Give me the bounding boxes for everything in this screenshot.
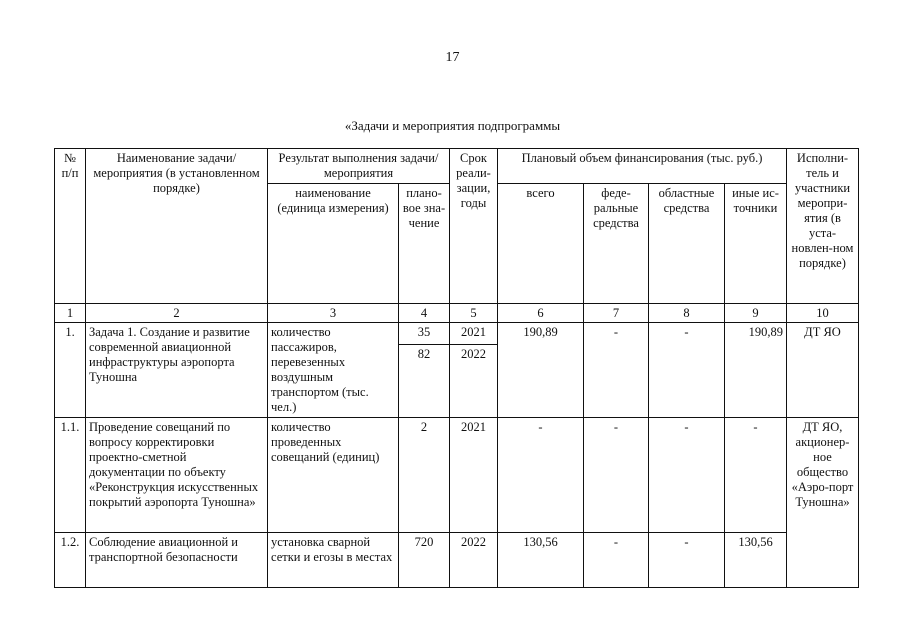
col-number: 7 — [584, 304, 649, 323]
row-year: 2022 — [450, 533, 498, 588]
document-title: «Задачи и мероприятия подпрограммы — [344, 118, 561, 133]
row-federal: - — [584, 533, 649, 588]
row-result-name: количество пассажиров, перевезенных воздушным транспортом (тыс. чел.) — [268, 323, 399, 418]
row-total: - — [498, 418, 584, 533]
row-federal: - — [584, 418, 649, 533]
header-row-1 — [55, 149, 859, 184]
row-num: 1.2. — [55, 533, 86, 588]
row-result-name: количество проведенных совещаний (единиц) — [268, 418, 399, 533]
header-result: Результат выполнения задачи/мероприятия — [268, 149, 450, 184]
header-federal: феде-ральные средства — [584, 184, 649, 304]
row-year: 2021 — [450, 323, 498, 345]
table-row — [55, 533, 859, 588]
col-number: 10 — [787, 304, 859, 323]
header-executor: Исполни-тель и участники меропри-ятия (в уста-новлен-ном порядке) — [787, 149, 859, 304]
header-regional: областные средства — [649, 184, 725, 304]
row-value: 35 — [399, 323, 450, 345]
header-total: всего — [498, 184, 584, 304]
row-value: 82 — [399, 344, 450, 417]
col-number: 4 — [399, 304, 450, 323]
row-executor: ДТ ЯО, акционер-ное общество «Аэро-порт Туношна» — [787, 418, 859, 588]
table-row — [55, 418, 859, 533]
column-numbers-row — [55, 304, 859, 323]
row-name: Соблюдение авиационной и транспортной безопасности — [86, 533, 268, 588]
row-value: 720 — [399, 533, 450, 588]
header-name: Наименование задачи/ мероприятия (в установленном порядке) — [86, 149, 268, 304]
table-row — [55, 323, 859, 345]
row-result-name: установка сварной сетки и егозы в местах — [268, 533, 399, 588]
row-regional: - — [649, 323, 725, 418]
row-year: 2021 — [450, 418, 498, 533]
row-name: Проведение совещаний по вопросу корректировки проектно-сметной документации по объекту «Реконструкция искусственных покрытий аэропорта Туношна» — [86, 418, 268, 533]
row-num: 1.1. — [55, 418, 86, 533]
row-other: 190,89 — [725, 323, 787, 418]
row-regional: - — [649, 418, 725, 533]
row-other: 130,56 — [725, 533, 787, 588]
row-total: 190,89 — [498, 323, 584, 418]
header-other: иные ис-точники — [725, 184, 787, 304]
row-value: 2 — [399, 418, 450, 533]
row-federal: - — [584, 323, 649, 418]
page-number: 17 — [445, 50, 460, 65]
col-number: 2 — [86, 304, 268, 323]
col-number: 8 — [649, 304, 725, 323]
row-num: 1. — [55, 323, 86, 418]
header-result-name: наименование (единица измерения) — [268, 184, 399, 304]
row-other: - — [725, 418, 787, 533]
header-term: Срок реали-зации, годы — [450, 149, 498, 304]
col-number: 3 — [268, 304, 399, 323]
header-finance: Плановый объем финансирования (тыс. руб.) — [498, 149, 787, 184]
row-executor: ДТ ЯО — [787, 323, 859, 418]
row-name: Задача 1. Создание и развитие современной авиационной инфраструктуры аэропорта Туношна — [86, 323, 268, 418]
row-year: 2022 — [450, 344, 498, 417]
header-num: № п/п — [55, 149, 86, 304]
col-number: 5 — [450, 304, 498, 323]
col-number: 6 — [498, 304, 584, 323]
col-number: 1 — [55, 304, 86, 323]
col-number: 9 — [725, 304, 787, 323]
row-regional: - — [649, 533, 725, 588]
row-total: 130,56 — [498, 533, 584, 588]
header-result-value: плано-вое зна-чение — [399, 184, 450, 304]
tasks-table — [54, 148, 859, 588]
